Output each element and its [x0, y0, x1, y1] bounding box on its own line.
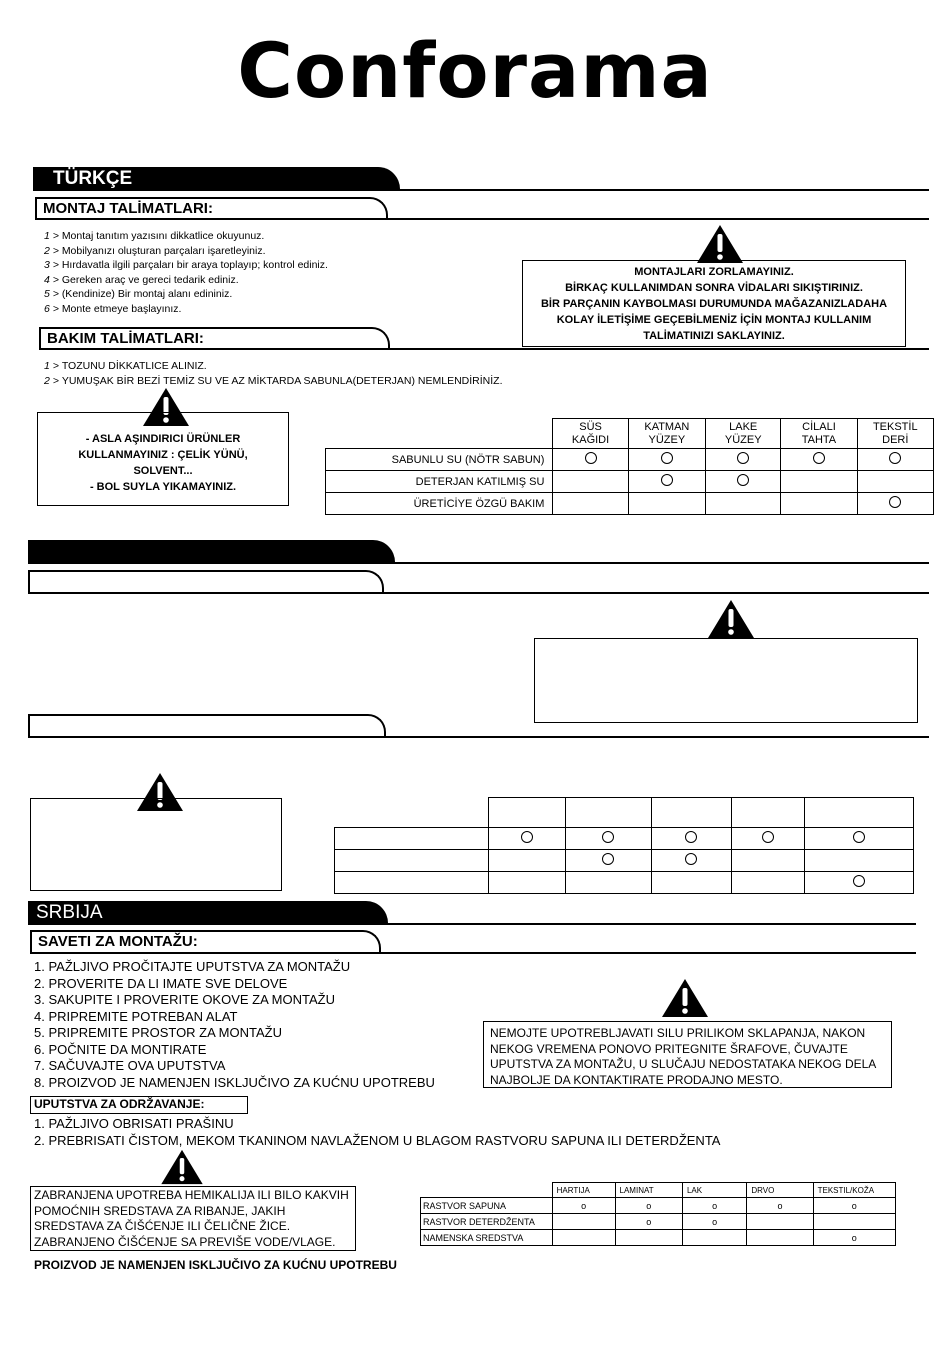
care-steps-srbija [34, 1116, 720, 1149]
circle-mark-icon [685, 853, 697, 865]
table-cell [488, 850, 565, 872]
circle-mark: o [712, 1216, 718, 1227]
assembly-title-blank [28, 570, 384, 594]
column-header [651, 798, 731, 828]
table-header-row [421, 1183, 896, 1198]
row-label [335, 850, 489, 872]
column-header-line: KATMAN [644, 420, 690, 433]
warning-line: BİR PARÇANIN KAYBOLMASI DURUMUNDA MAĞAZANIZLADAHA [540, 298, 888, 310]
list-item: 4. PRIPREMITE POTREBAN ALAT [34, 1008, 238, 1024]
table-row [421, 1230, 896, 1246]
column-header-line: YÜZEY [648, 433, 686, 446]
table-cell [553, 449, 628, 471]
table-cell [805, 872, 914, 894]
circle-mark-icon [737, 474, 749, 486]
warning-line: UPUTSTVA ZA MONTAŽU, U SLUČAJU NEDOSTATAKA NEKOG DELA [490, 1057, 877, 1071]
circle-mark-icon [889, 452, 901, 464]
table-cell [731, 850, 804, 872]
list-item [44, 229, 328, 244]
column-header [857, 419, 933, 449]
table-cell [565, 828, 651, 850]
table-row [421, 1214, 896, 1230]
column-header [565, 798, 651, 828]
table-cell [857, 493, 933, 515]
table-row [335, 828, 914, 850]
table-cell [552, 1198, 615, 1214]
warning-line: ZABRANJENO ČIŠĆENJE SA PREVIŠE VODE/VLAGE. [34, 1234, 336, 1249]
list-item [44, 374, 503, 389]
table-cell [651, 872, 731, 894]
section-title-turkce: TÜRKÇE [33, 167, 400, 191]
circle-mark-icon [602, 831, 614, 843]
table-cell [857, 471, 933, 493]
warning-line: NEMOJTE UPOTREBLJAVATI SILU PRILIKOM SKLAPANJA, NAKON [490, 1026, 866, 1040]
list-item [44, 359, 503, 374]
list-item: 2. PREBRISATI ČISTOM, MEKOM TKANINOM NAVLAŽENOM U BLAGOM RASTVORU SAPUNA ILI DETERDŽENTA [34, 1132, 721, 1148]
column-header-line: SÜS [579, 420, 602, 433]
table-cell [552, 1230, 615, 1246]
warning-line: - ASLA AŞINDIRICI ÜRÜNLER [85, 433, 241, 445]
warning-line: NEKOG VREMENA PONOVO PRITEGNITE ŠRAFOVE, ČUVAJTE [490, 1041, 848, 1056]
circle-mark: o [777, 1200, 783, 1211]
table-cell [805, 828, 914, 850]
column-header-line: YÜZEY [724, 433, 762, 446]
table-cell [553, 471, 628, 493]
row-label [335, 872, 489, 894]
warning-line: ZABRANJENA UPOTREBA HEMIKALIJA ILI BILO KAKVIH [34, 1188, 349, 1202]
column-header: TEKSTIL/KOŽA [813, 1183, 895, 1198]
table-cell [615, 1230, 682, 1246]
row-label: SABUNLU SU (NÖTR SABUN) [326, 449, 553, 471]
care-table-srbija [420, 1182, 896, 1246]
warning-line: POMOĆNIH SREDSTAVA ZA RIBANJE, JAKIH [34, 1203, 286, 1218]
list-item [44, 287, 328, 302]
subsection-rule [39, 348, 929, 350]
step-text: Hırdavatla ilgili parçaları bir araya toplayıp; kontrol ediniz. [61, 259, 328, 271]
table-cell [813, 1230, 895, 1246]
column-header [488, 798, 565, 828]
table-corner [326, 419, 553, 449]
circle-mark: o [646, 1200, 652, 1211]
assembly-warning-box-srbija [483, 1021, 892, 1088]
list-item: 1. PAŽLJIVO PROČITAJTE UPUTSTVA ZA MONTAŽU [34, 959, 351, 974]
list-item [44, 258, 328, 273]
circle-mark-icon [889, 496, 901, 508]
circle-mark-icon [737, 452, 749, 464]
table-cell [682, 1230, 746, 1246]
table-cell [781, 493, 857, 515]
care-table-turkce [325, 418, 934, 515]
table-row [326, 493, 934, 515]
circle-mark: o [851, 1200, 857, 1211]
care-table-blank [334, 797, 914, 894]
assembly-warning-box-turkce [522, 260, 906, 347]
circle-mark: o [851, 1232, 857, 1243]
table-cell [747, 1230, 813, 1246]
list-item: 8. PROIZVOD JE NAMENJEN ISKLJUČIVO ZA KUĆNU UPOTREBU [34, 1074, 435, 1090]
table-cell [731, 828, 804, 850]
step-text: Monte etmeye başlayınız. [61, 302, 182, 315]
circle-mark: o [646, 1216, 652, 1227]
table-cell [651, 850, 731, 872]
section-rule [28, 923, 916, 925]
section-title-blank [28, 540, 395, 564]
column-header-line: DERİ [882, 433, 909, 446]
table-header-row [326, 419, 934, 449]
table-cell [781, 449, 857, 471]
row-label: RASTVOR SAPUNA [421, 1198, 553, 1214]
assembly-title-turkce: MONTAJ TALİMATLARI: [35, 197, 388, 220]
warning-line: SOLVENT... [133, 465, 193, 477]
table-cell [488, 872, 565, 894]
row-label: DETERJAN KATILMIŞ SU [326, 471, 553, 493]
step-text: TOZUNU DİKKATLICE ALINIZ. [61, 360, 207, 372]
column-header: HARTIJA [552, 1183, 615, 1198]
circle-mark-icon [853, 875, 865, 887]
step-number: 5 > [44, 288, 62, 300]
list-item: 2. PROVERITE DA LI IMATE SVE DELOVE [34, 975, 288, 991]
subsection-rule [30, 952, 916, 954]
table-cell [747, 1214, 813, 1230]
table-cell [628, 449, 705, 471]
table-cell [682, 1214, 746, 1230]
footer-note: PROIZVOD JE NAMENJEN ISKLJUČIVO ZA KUĆNU UPOTREBU [34, 1258, 397, 1272]
table-row [335, 872, 914, 894]
care-steps-turkce [44, 359, 503, 388]
table-header-row [335, 798, 914, 828]
warning-line: MONTAJLARI ZORLAMAYINIZ. [634, 266, 794, 278]
step-number: 4 > [44, 273, 62, 286]
circle-mark-icon [853, 831, 865, 843]
step-text: Mobilyanızı oluşturan parçaları işaretleyiniz. [61, 244, 266, 257]
subsection-rule [35, 218, 929, 220]
warning-line: TALİMATINIZI SAKLAYINIZ. [643, 330, 785, 342]
column-header-line: LAKE [729, 420, 758, 433]
table-row [326, 471, 934, 493]
column-header [781, 419, 857, 449]
circle-mark-icon [661, 474, 673, 486]
column-header [706, 419, 781, 449]
table-cell [615, 1198, 682, 1214]
table-cell [628, 493, 705, 515]
column-header-line: CİLALI [802, 420, 836, 433]
table-cell [615, 1214, 682, 1230]
subsection-rule [28, 592, 929, 594]
row-label [335, 828, 489, 850]
table-cell [706, 471, 781, 493]
list-item [44, 273, 328, 288]
column-header: LAK [682, 1183, 746, 1198]
warning-line: BİRKAÇ KULLANIMDAN SONRA VİDALARI SIKIŞTIRINIZ. [565, 282, 863, 294]
conforama-logo: Conforama [237, 26, 713, 115]
table-cell [857, 449, 933, 471]
list-item: 1. PAŽLJIVO OBRISATI PRAŠINU [34, 1116, 234, 1131]
table-cell [813, 1214, 895, 1230]
circle-mark-icon [762, 831, 774, 843]
table-row [335, 850, 914, 872]
warning-line: SREDSTAVA ZA ČIŠĆENJE ILI ČELIČNE ŽICE. [34, 1219, 291, 1233]
list-item: 7. SAČUVAJTE OVA UPUTSTVA [34, 1058, 226, 1073]
table-cell [813, 1198, 895, 1214]
care-title-turkce: BAKIM TALİMATLARI: [39, 327, 390, 350]
section-rule [33, 189, 929, 191]
table-cell [565, 872, 651, 894]
row-label: RASTVOR DETERDŽENTA [421, 1214, 553, 1230]
step-text: Montaj tanıtım yazısını dikkatlice okuyunuz. [61, 230, 265, 242]
care-warning-box-srbija [30, 1186, 356, 1251]
table-cell [805, 850, 914, 872]
step-number: 3 > [44, 259, 62, 271]
table-cell [651, 828, 731, 850]
table-cell [706, 449, 781, 471]
column-header [805, 798, 914, 828]
column-header-line: KAĞIDI [571, 433, 610, 446]
circle-mark-icon [685, 831, 697, 843]
care-warning-box-turkce [37, 412, 289, 506]
table-cell [781, 471, 857, 493]
table-corner [421, 1183, 553, 1198]
assembly-warning-box-blank [534, 638, 918, 723]
circle-mark: o [581, 1200, 587, 1211]
step-number: 1 > [44, 230, 62, 242]
step-text: YUMUŞAK BİR BEZİ TEMİZ SU VE AZ MİKTARDA SABUNLA(DETERJAN) NEMLENDİRİNİZ. [61, 374, 503, 387]
table-cell [682, 1198, 746, 1214]
list-item: 6. POČNITE DA MONTIRATE [34, 1041, 207, 1057]
table-cell [706, 493, 781, 515]
care-title-blank [28, 714, 386, 738]
list-item: 5. PRIPREMITE PROSTOR ZA MONTAŽU [34, 1025, 282, 1040]
column-header [553, 419, 628, 449]
column-header [628, 419, 705, 449]
column-header-line: TAHTA [801, 433, 837, 446]
warning-line: KOLAY İLETİŞİME GEÇEBİLMENİZ İÇİN MONTAJ KULLANIM [556, 314, 872, 326]
circle-mark-icon [585, 452, 597, 464]
step-number: 1 > [44, 360, 62, 372]
table-row [326, 449, 934, 471]
assembly-steps-turkce [44, 229, 328, 316]
table-cell [488, 828, 565, 850]
table-corner [335, 798, 489, 828]
row-label: ÜRETİCİYE ÖZGÜ BAKIM [326, 493, 553, 515]
row-label: NAMENSKA SREDSTVA [421, 1230, 553, 1246]
column-header-line: TEKSTİL [872, 420, 918, 433]
warning-line: NAJBOLJE DA KONTAKTIRATE PRODAJNO MESTO. [490, 1072, 783, 1087]
assembly-title-srbija: SAVETI ZA MONTAŽU: [30, 930, 381, 954]
list-item [44, 244, 328, 259]
table-cell [628, 471, 705, 493]
step-number: 2 > [44, 244, 62, 257]
column-header: DRVO [747, 1183, 813, 1198]
column-header [731, 798, 804, 828]
step-text: (Kendinize) Bir montaj alanı edininiz. [61, 288, 233, 300]
circle-mark-icon [602, 853, 614, 865]
assembly-steps-srbija [34, 959, 435, 1091]
step-number: 2 > [44, 374, 62, 387]
circle-mark-icon [521, 831, 533, 843]
step-text: Gereken araç ve gereci tedarik ediniz. [61, 273, 239, 286]
column-header: LAMINAT [615, 1183, 682, 1198]
section-title-srbija: SRBIJA [28, 901, 388, 925]
care-warning-box-blank [30, 798, 282, 891]
subsection-rule [28, 736, 929, 738]
list-item [44, 302, 328, 317]
section-rule [28, 562, 929, 564]
table-row [421, 1198, 896, 1214]
table-cell [747, 1198, 813, 1214]
warning-line: KULLANMAYINIZ : ÇELİK YÜNÜ, [78, 449, 248, 461]
table-cell [731, 872, 804, 894]
circle-mark: o [712, 1200, 718, 1211]
step-number: 6 > [44, 302, 62, 315]
table-cell [565, 850, 651, 872]
circle-mark-icon [813, 452, 825, 464]
care-title-srbija: UPUTSTVA ZA ODRŽAVANJE: [30, 1096, 248, 1114]
table-cell [552, 1214, 615, 1230]
warning-line: - BOL SUYLA YIKAMAYINIZ. [89, 481, 237, 493]
list-item: 3. SAKUPITE I PROVERITE OKOVE ZA MONTAŽU [34, 992, 335, 1007]
table-cell [553, 493, 628, 515]
circle-mark-icon [661, 452, 673, 464]
